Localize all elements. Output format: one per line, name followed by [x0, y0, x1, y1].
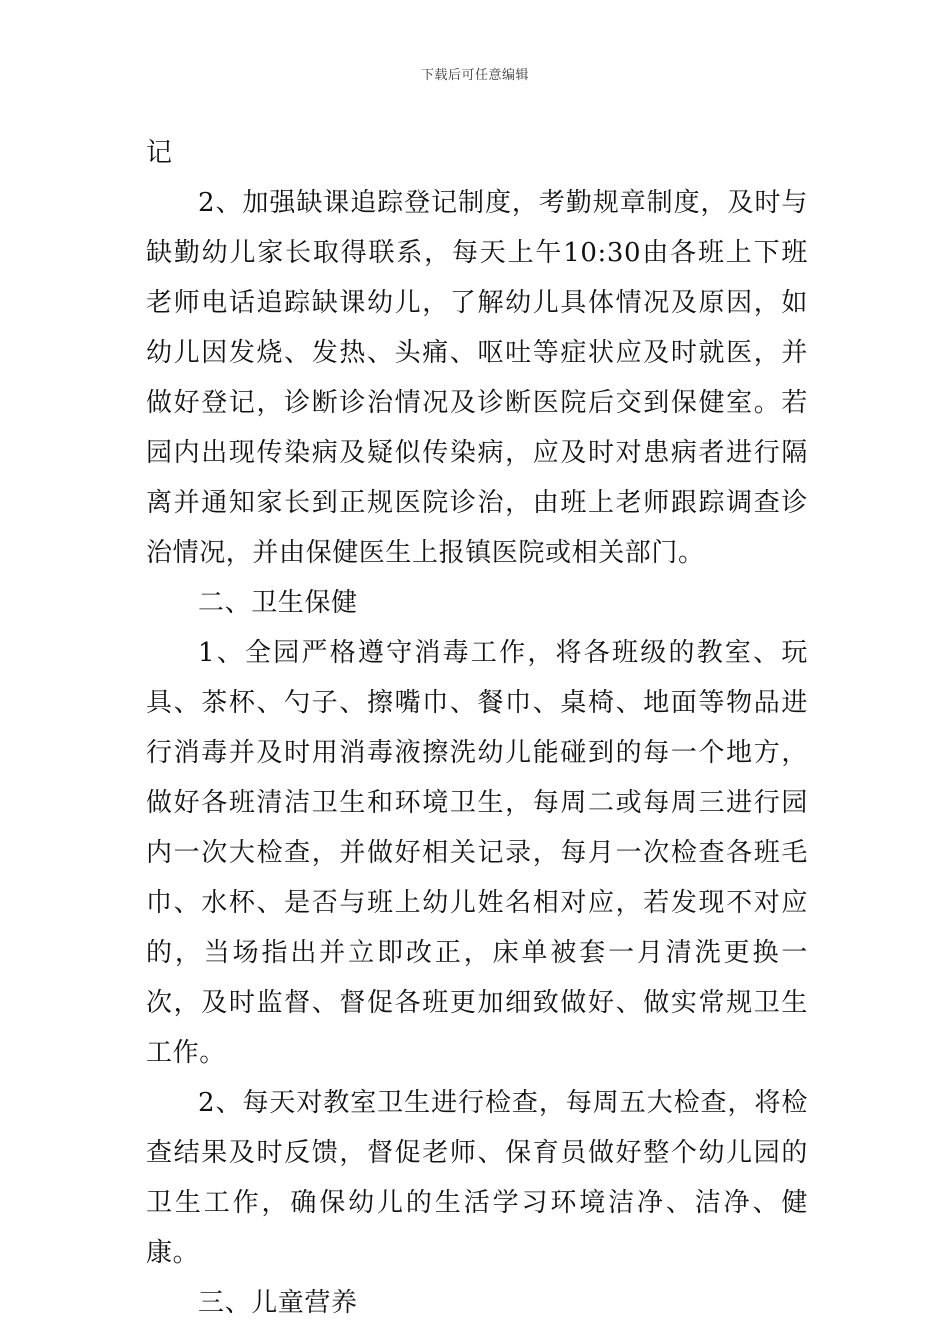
paragraph-absence-tracking: 2、加强缺课追踪登记制度，考勤规章制度，及时与缺勤幼儿家长取得联系，每天上午10:30由各班上下班老师电话追踪缺课幼儿，了解幼儿具体情况及原因，如幼儿因发烧、发热、头痛、呕吐等症状应及时就医，并做好登记，诊断诊治情况及诊断医院后交到保健室。若园内出现传染病及疑似传染病，应及时对患病者进行隔离并通知家长到正规医院诊治，由班上老师跟踪调查诊治情况，并由保健医生上报镇医院或相关部门。	[146, 188, 808, 568]
document-body	[146, 128, 808, 1328]
page-header-note: 下载后可任意编辑	[420, 68, 529, 83]
section-heading-nutrition: 三、儿童营养	[198, 1288, 358, 1318]
section-heading-hygiene: 二、卫生保健	[198, 588, 358, 618]
paragraph-disinfection: 1、全园严格遵守消毒工作，将各班级的教室、玩具、茶杯、勺子、擦嘴巾、餐巾、桌椅、地面等物品进行消毒并及时用消毒液擦洗幼儿能碰到的每一个地方，做好各班清洁卫生和环境卫生，每周二或每周三进行园内一次大检查，并做好相关记录，每月一次检查各班毛巾、水杯、是否与班上幼儿姓名相对应，若发现不对应的，当场指出并立即改正，床单被套一月清洗更换一次，及时监督、督促各班更加细致做好、做实常规卫生工作。	[146, 638, 808, 1068]
paragraph-classroom-inspection: 2、每天对教室卫生进行检查，每周五大检查，将检查结果及时反馈，督促老师、保育员做好整个幼儿园的卫生工作，确保幼儿的生活学习环境洁净、洁净、健康。	[146, 1088, 808, 1268]
paragraph-continuation: 记	[146, 138, 173, 168]
